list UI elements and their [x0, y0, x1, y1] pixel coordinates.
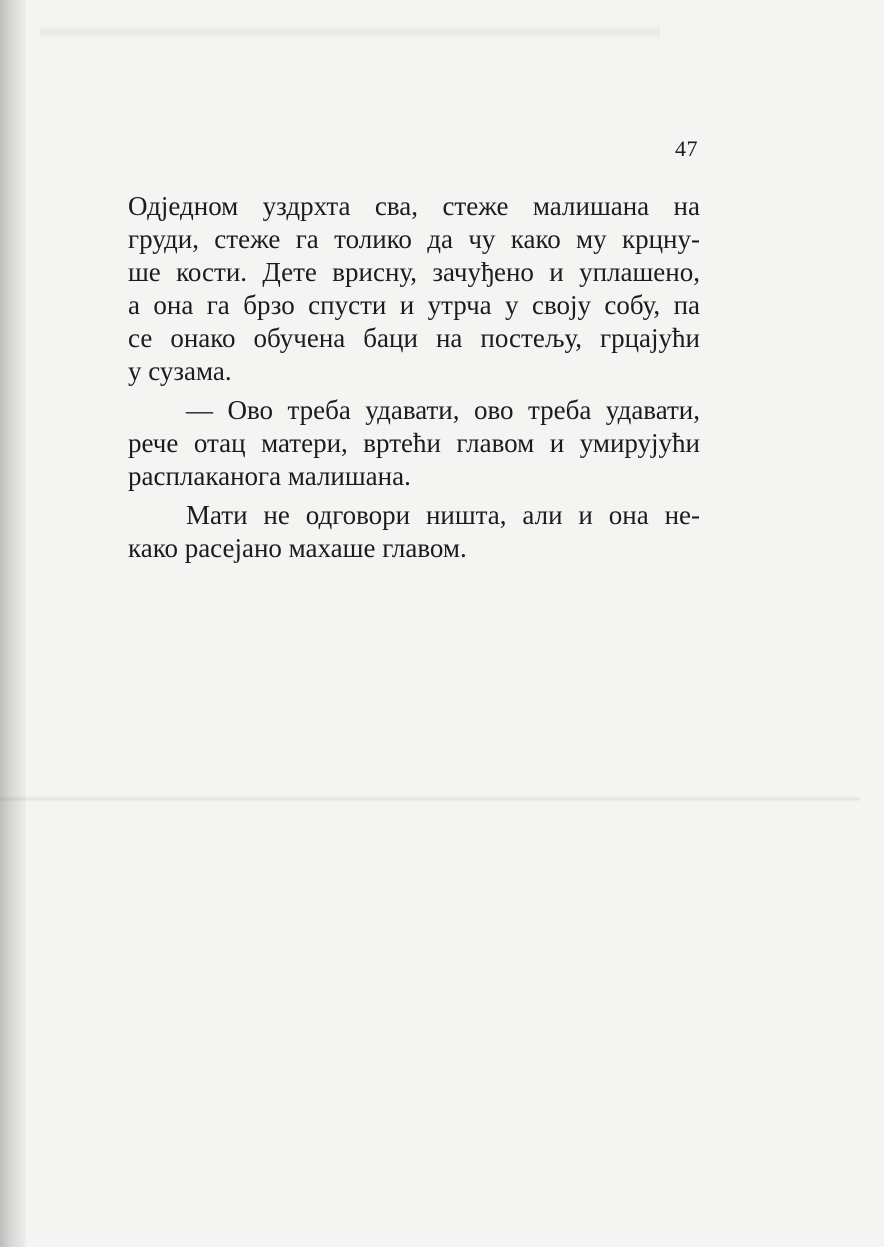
- text-line: рече отац матери, вртећи главом и умирујући: [128, 428, 700, 458]
- text-line: Одједном уздрхта сва, стеже малишана на: [128, 191, 700, 221]
- text-line: се онако обучена баци на постељу, грцајући: [128, 323, 700, 353]
- text-line: груди, стеже га толико да чу како му крцну-: [128, 224, 700, 254]
- text-line: расплаканога малишана.: [128, 461, 411, 491]
- text-line: Мати не одговори ништа, али и она не-: [186, 500, 700, 530]
- text-line: како расејано махаше главом.: [128, 533, 467, 563]
- binding-shadow: [0, 0, 26, 1247]
- text-line: ше кости. Дете врисну, зачуђено и уплашено,: [128, 257, 700, 287]
- scan-smudge: [40, 24, 660, 40]
- text-line: у сузама.: [128, 356, 232, 386]
- paragraph-3: [128, 499, 700, 565]
- body-text: [128, 190, 700, 565]
- paragraph-1: [128, 190, 700, 388]
- text-line: а она га брзо спусти и утрча у своју собу, па: [128, 290, 700, 320]
- page-number: 47: [675, 136, 698, 161]
- paragraph-2: [128, 394, 700, 493]
- text-line: — Ово треба удавати, ово треба удавати,: [186, 395, 700, 425]
- scan-fold-line: [0, 796, 860, 802]
